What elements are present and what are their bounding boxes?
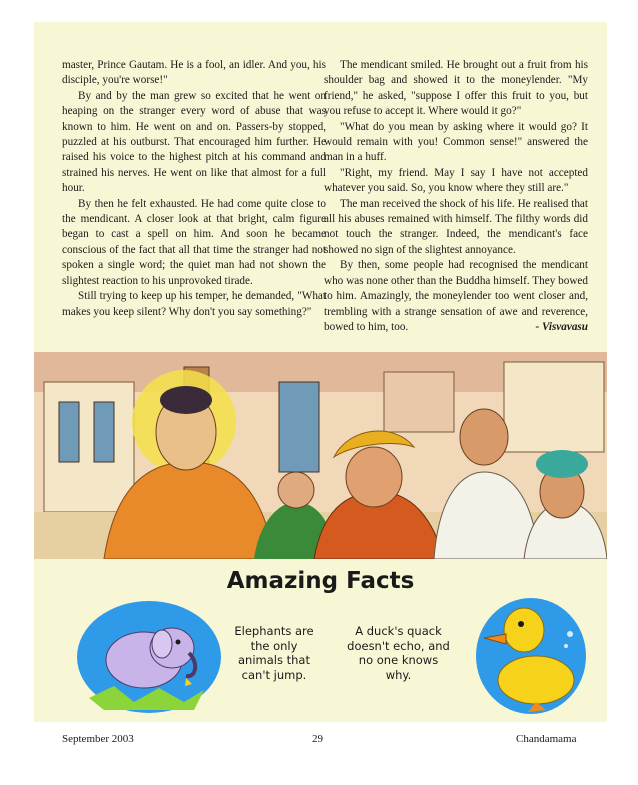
story-paragraph: The man received the shock of his life. He realised that all his abuses remained with himself. The filthy words did not touch the stranger. Indeed, the mendicant's face showed no sign of the slightest annoyance. [324, 197, 588, 256]
story-paragraph: "Right, my friend. May I say I have not accepted whatever you said. So, you know where they still are." [324, 166, 588, 195]
story-column-left [62, 58, 326, 320]
story-paragraph: By then he felt exhausted. He had come quite close to the mendicant. A closer look at that bright, calm figure began to cast a spell on him. And soon he became conscious of the fact that all that time the stranger had not spoken a single word; the quiet man had not shown the slightest reaction to his unprovoked tirade. [62, 197, 326, 287]
facts-title: Amazing Facts [226, 568, 415, 594]
story-column-right [324, 58, 588, 335]
story-paragraph: master, Prince Gautam. He is a fool, an idler. And you, his disciple, you're worse!" [62, 59, 326, 87]
amazing-facts-section [34, 560, 607, 722]
story-paragraph: Still trying to keep up his temper, he demanded, "What makes you keep silent? Why don't you say something?" [62, 290, 326, 318]
fact-elephants: Elephants are the only animals that can't jump. [234, 624, 314, 682]
story-paragraph: By then, some people had recognised the mendicant who was none other than the Buddha himself. They bowed to him. Amazingly, the moneylender too went closer and, trembling with a strange sensation of awe and reverence, bowed to him, too. - Visvavasu [324, 258, 588, 335]
duck-icon [466, 590, 596, 716]
footer-date: September 2003 [62, 733, 134, 745]
story-author: - Visvavasu [535, 320, 588, 333]
fact-duck: A duck's quack doesn't echo, and no one knows why. [347, 624, 450, 682]
story-paragraph: "What do you mean by asking where it would go? It would remain with you! Common sense!" answered the man in a huff. [324, 120, 588, 164]
story-paragraph: By and by the man grew so excited that he went on heaping on the stranger every word of abuse that was known to him. He went on and on. Passers-by stopped, puzzled at his outburst. That encouraged him further. He raised his voice to the highest pitch at his command and strained his nerves. He went on like that almost for a full hour. [62, 89, 326, 195]
story-paragraph: The mendicant smiled. He brought out a fruit from his shoulder bag and showed it to the moneylender. "My friend," he asked, "suppose I offer this fruit to you, but you refuse to accept it. Where would it go?" [324, 59, 588, 118]
buddha-illustration [34, 352, 607, 559]
footer-magazine: Chandamama [516, 733, 577, 745]
elephant-icon [74, 598, 224, 716]
page-number: 29 [312, 733, 323, 745]
